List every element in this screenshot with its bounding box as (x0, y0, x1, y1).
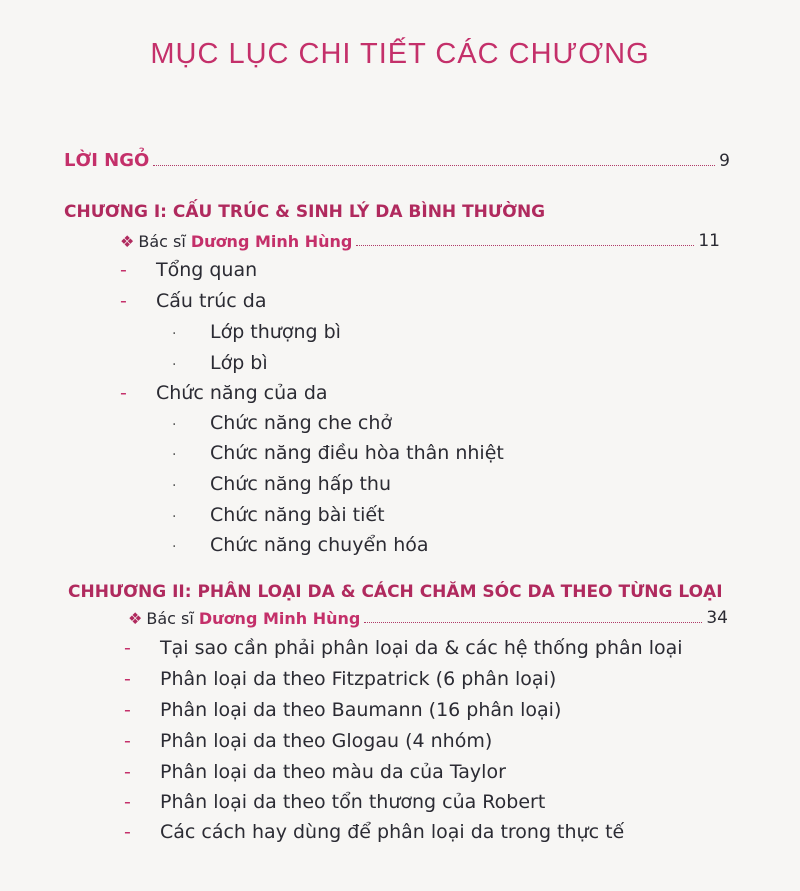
item-label: Phân loại da theo Baumann (16 phân loại) (160, 699, 562, 721)
dot-icon: · (172, 357, 177, 373)
list-item[interactable] (120, 290, 266, 312)
item-label: Các cách hay dùng để phân loại da trong thực tế (160, 821, 625, 843)
dash-icon: - (120, 259, 127, 281)
page-number: 9 (719, 151, 730, 171)
page-title: MỤC LỤC CHI TIẾT CÁC CHƯƠNG (150, 38, 650, 70)
list-item[interactable] (124, 791, 545, 813)
list-item[interactable] (120, 382, 328, 404)
dot-icon: · (172, 509, 177, 525)
author-prefix: Bác sĩ (138, 232, 186, 251)
sub-item-label: Chức năng hấp thu (210, 473, 391, 495)
foreword-label: LỜI NGỎ (64, 150, 150, 171)
dash-icon: - (124, 668, 131, 690)
sub-item[interactable] (172, 534, 429, 556)
list-item[interactable] (120, 259, 257, 281)
sub-item-label: Lớp thượng bì (210, 321, 341, 343)
sub-item[interactable] (172, 412, 392, 434)
dash-icon: - (124, 791, 131, 813)
dot-leader (364, 621, 702, 623)
sub-item[interactable] (172, 473, 391, 495)
dot-icon: · (172, 539, 177, 555)
item-label: Phân loại da theo Glogau (4 nhóm) (160, 730, 493, 752)
dot-icon: · (172, 326, 177, 342)
page-number: 11 (698, 231, 720, 251)
toc-entry-foreword[interactable] (64, 150, 730, 171)
dot-leader (356, 244, 694, 246)
sub-item-label: Lớp bì (210, 352, 268, 374)
item-label: Tại sao cần phải phân loại da & các hệ thống phân loại (160, 637, 683, 659)
item-label: Tổng quan (156, 259, 258, 281)
dash-icon: - (124, 730, 131, 752)
chapter-heading[interactable]: CHHƯƠNG II: PHÂN LOẠI DA & CÁCH CHĂM SÓC DA THEO TỪNG LOẠI (68, 582, 723, 602)
list-item[interactable] (124, 699, 561, 721)
toc-entry-author[interactable] (120, 231, 720, 251)
chapter-heading[interactable]: CHƯƠNG I: CẤU TRÚC & SINH LÝ DA BÌNH THƯỜNG (64, 202, 546, 222)
list-item[interactable] (124, 761, 506, 783)
dot-icon: · (172, 447, 177, 463)
item-label: Phân loại da theo tổn thương của Robert (160, 791, 546, 813)
dash-icon: - (124, 761, 131, 783)
item-label: Chức năng của da (156, 382, 328, 404)
sub-item[interactable] (172, 321, 341, 343)
sub-item[interactable] (172, 442, 504, 464)
diamond-cluster-icon: ❖ (120, 232, 135, 251)
author-prefix: Bác sĩ (146, 609, 194, 628)
list-item[interactable] (124, 637, 683, 659)
dash-icon: - (120, 290, 127, 312)
sub-item[interactable] (172, 352, 268, 374)
dot-icon: · (172, 417, 177, 433)
item-label: Phân loại da theo Fitzpatrick (6 phân loại) (160, 668, 557, 690)
toc-entry-author[interactable] (128, 608, 728, 628)
page-number: 34 (706, 608, 728, 628)
sub-item-label: Chức năng điều hòa thân nhiệt (210, 442, 504, 464)
list-item[interactable] (124, 668, 556, 690)
dash-icon: - (124, 821, 131, 843)
item-label: Cấu trúc da (156, 290, 267, 312)
author-label (120, 232, 352, 251)
dash-icon: - (124, 699, 131, 721)
dot-icon: · (172, 478, 177, 494)
diamond-cluster-icon: ❖ (128, 609, 143, 628)
sub-item-label: Chức năng chuyển hóa (210, 534, 429, 556)
list-item[interactable] (124, 821, 624, 843)
author-name: Dương Minh Hùng (190, 232, 353, 251)
author-name: Dương Minh Hùng (198, 609, 361, 628)
list-item[interactable] (124, 730, 492, 752)
dash-icon: - (120, 382, 127, 404)
item-label: Phân loại da theo màu da của Taylor (160, 761, 506, 783)
dash-icon: - (124, 637, 131, 659)
sub-item-label: Chức năng bài tiết (210, 504, 385, 526)
dot-leader (153, 164, 715, 166)
author-label (128, 609, 360, 628)
sub-item-label: Chức năng che chở (210, 412, 392, 434)
sub-item[interactable] (172, 504, 385, 526)
